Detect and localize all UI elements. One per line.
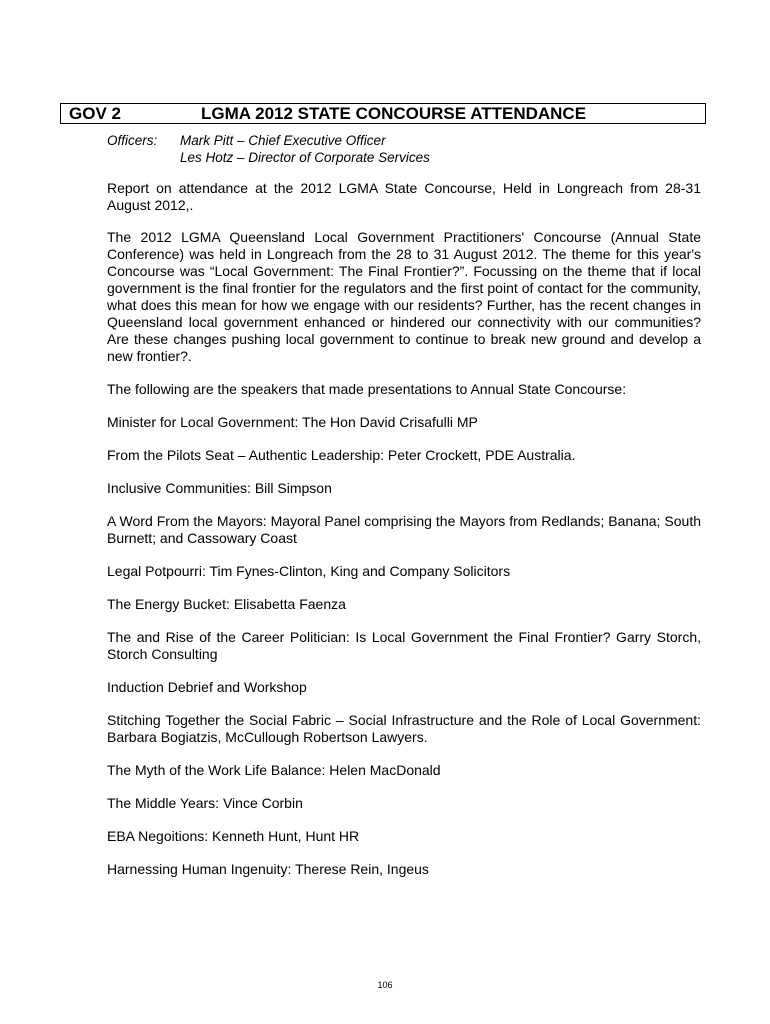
speaker-item: A Word From the Mayors: Mayoral Panel comprising the Mayors from Redlands; Banana; South Burnett; and Cassowary Coast: [107, 513, 701, 546]
item-title: LGMA 2012 STATE CONCOURSE ATTENDANCE: [201, 104, 587, 123]
officers-label: Officers:: [107, 133, 158, 148]
agenda-item-header: [60, 103, 706, 124]
speaker-item: The Middle Years: Vince Corbin: [107, 795, 303, 811]
officer-entry: Les Hotz – Director of Corporate Services: [180, 150, 430, 165]
speaker-item: The and Rise of the Career Politician: Is Local Government the Final Frontier? Garry Storch, Storch Consulting: [107, 629, 701, 662]
officers-list: [180, 132, 430, 166]
speaker-item: Induction Debrief and Workshop: [107, 679, 307, 695]
speaker-item: Inclusive Communities: Bill Simpson: [107, 480, 332, 496]
item-code: GOV 2: [69, 104, 121, 123]
page-number: 106: [377, 980, 393, 990]
speakers-intro: The following are the speakers that made presentations to Annual State Concourse:: [107, 381, 627, 397]
report-content: [107, 180, 701, 894]
speaker-item: The Energy Bucket: Elisabetta Faenza: [107, 596, 346, 612]
speaker-item: Minister for Local Government: The Hon David Crisafulli MP: [107, 414, 478, 430]
speaker-item: Legal Potpourri: Tim Fynes-Clinton, King and Company Solicitors: [107, 563, 511, 579]
officer-entry: Mark Pitt – Chief Executive Officer: [180, 133, 386, 148]
speaker-item: From the Pilots Seat – Authentic Leadership: Peter Crockett, PDE Australia.: [107, 447, 576, 463]
report-summary: Report on attendance at the 2012 LGMA State Concourse, Held in Longreach from 28-31 August 2012,.: [107, 180, 701, 213]
speaker-list: [107, 414, 701, 878]
speaker-item: Stitching Together the Social Fabric – Social Infrastructure and the Role of Local Government: Barbara Bogiatzis, McCullough Robertson Lawyers.: [107, 712, 701, 745]
report-paragraph: The 2012 LGMA Queensland Local Government Practitioners' Concourse (Annual State Conference) was held in Longreach from the 28 to 31 August 2012. The theme for this year's Concourse was “Local Government: The Final Frontier?”. Focussing on the theme that if local government is the final frontier for the regulators and the first point of contact for the community, what does this mean for how we engage with our residents? Further, has the recent changes in Queensland local government enhanced or hindered our connectivity with our communities? Are these changes pushing local government to continue to break new ground and develop a new frontier?.: [107, 229, 701, 364]
speaker-item: EBA Negoitions: Kenneth Hunt, Hunt HR: [107, 828, 360, 844]
speaker-item: The Myth of the Work Life Balance: Helen MacDonald: [107, 762, 441, 778]
speaker-item: Harnessing Human Ingenuity: Therese Rein, Ingeus: [107, 861, 429, 877]
